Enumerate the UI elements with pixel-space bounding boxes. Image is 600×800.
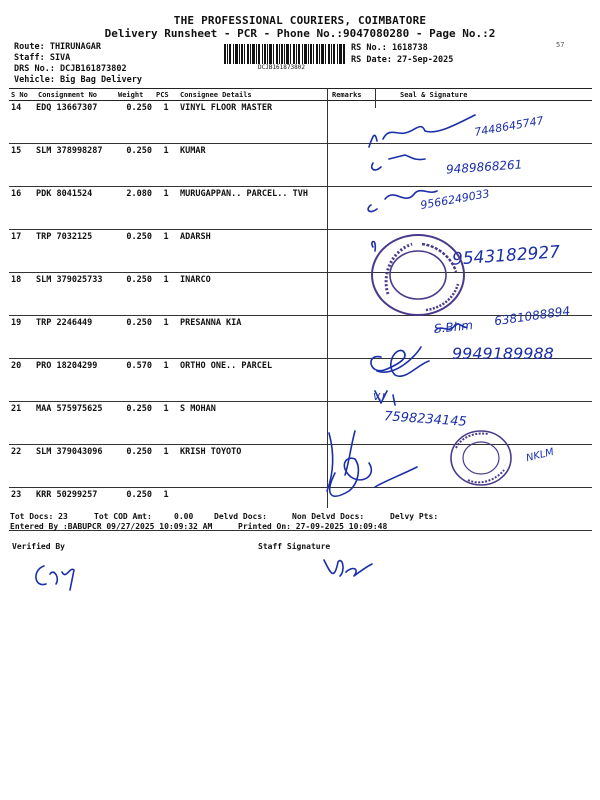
row-consignee: KRISH TOYOTO [178, 445, 330, 488]
document-subtitle: Delivery Runsheet - PCR - Phone No.:9047080280 - Page No.:2 [104, 27, 496, 40]
row-consignment-no: EDQ 13667307 [36, 101, 116, 144]
staff-signature [316, 552, 376, 592]
printed-on: Printed On: 27-09-2025 10:09:48 [238, 522, 388, 531]
row-pcs: 1 [154, 488, 178, 531]
total-cod-label: Tot COD Amt: [94, 512, 152, 521]
col-remarks: Remarks [330, 89, 378, 101]
hw-phone-row20: 9949189988 [452, 344, 554, 363]
row-consignment-no: KRR 50299257 [36, 488, 116, 531]
row-sno: 14 [9, 101, 36, 144]
hw-initials-row23: NKLM [525, 446, 556, 465]
row-weight: 0.250 [116, 230, 154, 273]
row-pcs: 1 [154, 316, 178, 359]
row-consignment-no: PRO 18204299 [36, 359, 116, 402]
barcode-text: DCJB161873802 [258, 64, 305, 71]
col-consignment: Consignment No [36, 89, 116, 101]
inarco-stamp [368, 232, 468, 318]
row-pcs: 1 [154, 402, 178, 445]
hw-phone-row15: 9489868261 [445, 157, 523, 177]
row-weight: 0.250 [116, 273, 154, 316]
row-consignee: VINYL FLOOR MASTER [178, 101, 330, 144]
row-pcs: 1 [154, 230, 178, 273]
hw-initials-row21: V.J [373, 392, 385, 403]
row-pcs: 1 [154, 144, 178, 187]
row-consignment-no: SLM 378998287 [36, 144, 116, 187]
krish-stamp [448, 428, 514, 488]
row-sno: 22 [9, 445, 36, 488]
row-sno: 23 [9, 488, 36, 531]
route-label: Route: THIRUNAGAR [14, 42, 101, 52]
rs-date: RS Date: 27-Sep-2025 [351, 55, 454, 65]
row-consignee: MURUGAPPAN.. PARCEL.. TVH [178, 187, 330, 230]
row-consignment-no: SLM 379043096 [36, 445, 116, 488]
row-weight: 0.250 [116, 316, 154, 359]
row-consignment-no: TRP 2246449 [36, 316, 116, 359]
verified-by-label: Verified By [12, 542, 65, 551]
hw-phone-row16: 9566249033 [419, 187, 491, 212]
row-pcs: 1 [154, 445, 178, 488]
corner-mark: 57 [556, 41, 565, 49]
row-consignment-no: MAA 575975625 [36, 402, 116, 445]
row-consignee: KUMAR [178, 144, 330, 187]
row-weight: 0.250 [116, 402, 154, 445]
row-pcs: 1 [154, 187, 178, 230]
staff-label: Staff: SIVA [14, 53, 71, 63]
hw-phone-row17: 9543182927 [451, 242, 561, 270]
row-pcs: 1 [154, 101, 178, 144]
row-sno: 18 [9, 273, 36, 316]
col-sno: S No [9, 89, 36, 101]
non-delivered-docs: Non Delvd Docs: [292, 512, 365, 521]
row-weight: 0.250 [116, 488, 154, 531]
col-consignee: Consignee Details [178, 89, 330, 101]
row-weight: 0.570 [116, 359, 154, 402]
row-consignment-no: PDK 8041524 [36, 187, 116, 230]
row-sno: 16 [9, 187, 36, 230]
total-cod-value: 0.00 [174, 512, 194, 521]
delivery-points: Delvy Pts: [390, 512, 439, 521]
row-pcs: 1 [154, 359, 178, 402]
col-pcs: PCS [154, 89, 178, 101]
col-seal-signature: Seal & Signature [378, 89, 592, 101]
row-sno: 20 [9, 359, 36, 402]
total-docs: Tot Docs: 23 [10, 512, 68, 521]
row-consignee: ADARSH [178, 230, 330, 273]
row-consignee: PRESANNA KIA [178, 316, 330, 359]
row-consignee: ORTHO ONE.. PARCEL [178, 359, 330, 402]
row-weight: 0.250 [116, 445, 154, 488]
col-weight: Weight [116, 89, 154, 101]
row-consignment-no: SLM 379025733 [36, 273, 116, 316]
staff-signature-label: Staff Signature [258, 542, 331, 551]
row-pcs: 1 [154, 273, 178, 316]
verified-signature [30, 556, 90, 596]
drs-number: DRS No.: DCJB161873802 [14, 64, 127, 74]
row-consignment-no: TRP 7032125 [36, 230, 116, 273]
row-consignee: INARCO [178, 273, 330, 316]
row-sno: 15 [9, 144, 36, 187]
row-weight: 2.080 [116, 187, 154, 230]
hw-phone-row21: 7598234145 [383, 409, 468, 430]
row-weight: 0.250 [116, 101, 154, 144]
hw-phone-row14: 7448645747 [473, 114, 545, 139]
vehicle-label: Vehicle: Big Bag Delivery [14, 75, 142, 85]
barcode [224, 44, 346, 64]
row-sno: 21 [9, 402, 36, 445]
delivered-docs: Delvd Docs: [214, 512, 267, 521]
row-sno: 19 [9, 316, 36, 359]
hw-phone-row19: 6381088894 [493, 303, 571, 329]
row-weight: 0.250 [116, 144, 154, 187]
hw-sig-row19: S.Bhm [433, 318, 474, 336]
document-title: THE PROFESSIONAL COURIERS, COIMBATORE [173, 14, 427, 27]
rs-number: RS No.: 1618738 [351, 43, 428, 53]
entered-by: Entered By :BABUPCR 09/27/2025 10:09:32 AM [10, 522, 213, 531]
row-sno: 17 [9, 230, 36, 273]
row-consignee: S MOHAN [178, 402, 330, 445]
